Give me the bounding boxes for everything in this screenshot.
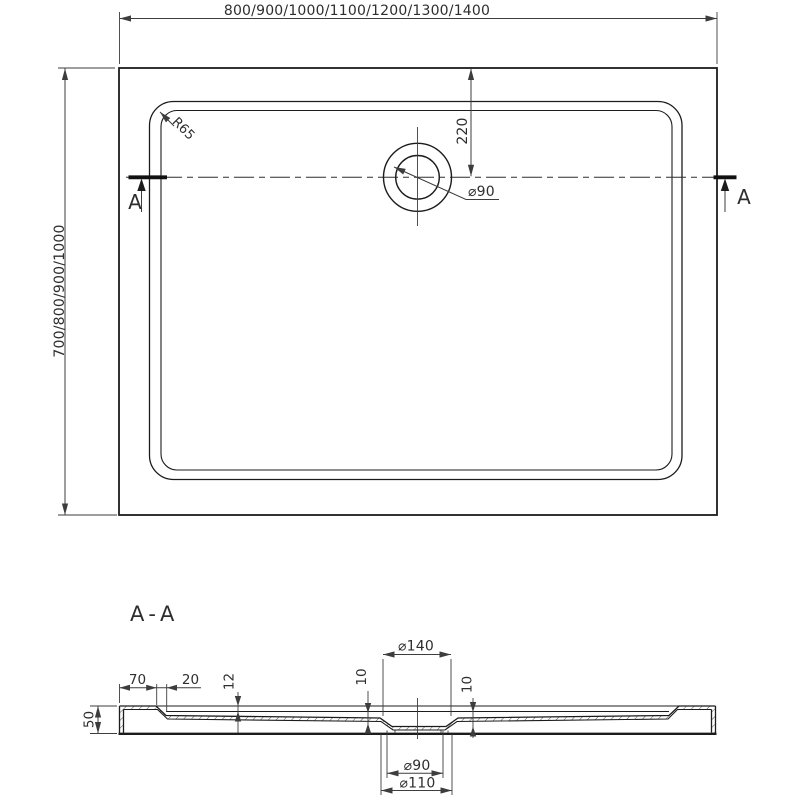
edge-depth-label: 12 (221, 672, 238, 691)
tray-height-label: 50 (81, 710, 98, 729)
drain-diameter-label: ⌀90 (468, 184, 495, 200)
height-dimension-label: 700/800/900/1000 (52, 224, 68, 358)
section-letter-right: A (737, 185, 751, 209)
corner-radius-label: R65 (168, 114, 198, 144)
width-dimension-label: 800/900/1000/1100/1200/1300/1400 (223, 3, 491, 19)
drain-offset-label: 220 (455, 117, 471, 145)
rim-width-label: 70 (128, 672, 147, 688)
recess-diameter-label: ⌀140 (398, 638, 434, 655)
drain-hole-label: ⌀90 (403, 758, 431, 774)
recess-depth-left-label: 10 (354, 668, 370, 686)
recess-depth-right-label: 10 (459, 675, 476, 694)
section-letter-left: A (128, 190, 142, 214)
slope-width-label: 20 (181, 672, 200, 688)
section-title: A-A (130, 602, 179, 626)
bottom-hole-label: ⌀110 (399, 775, 436, 792)
